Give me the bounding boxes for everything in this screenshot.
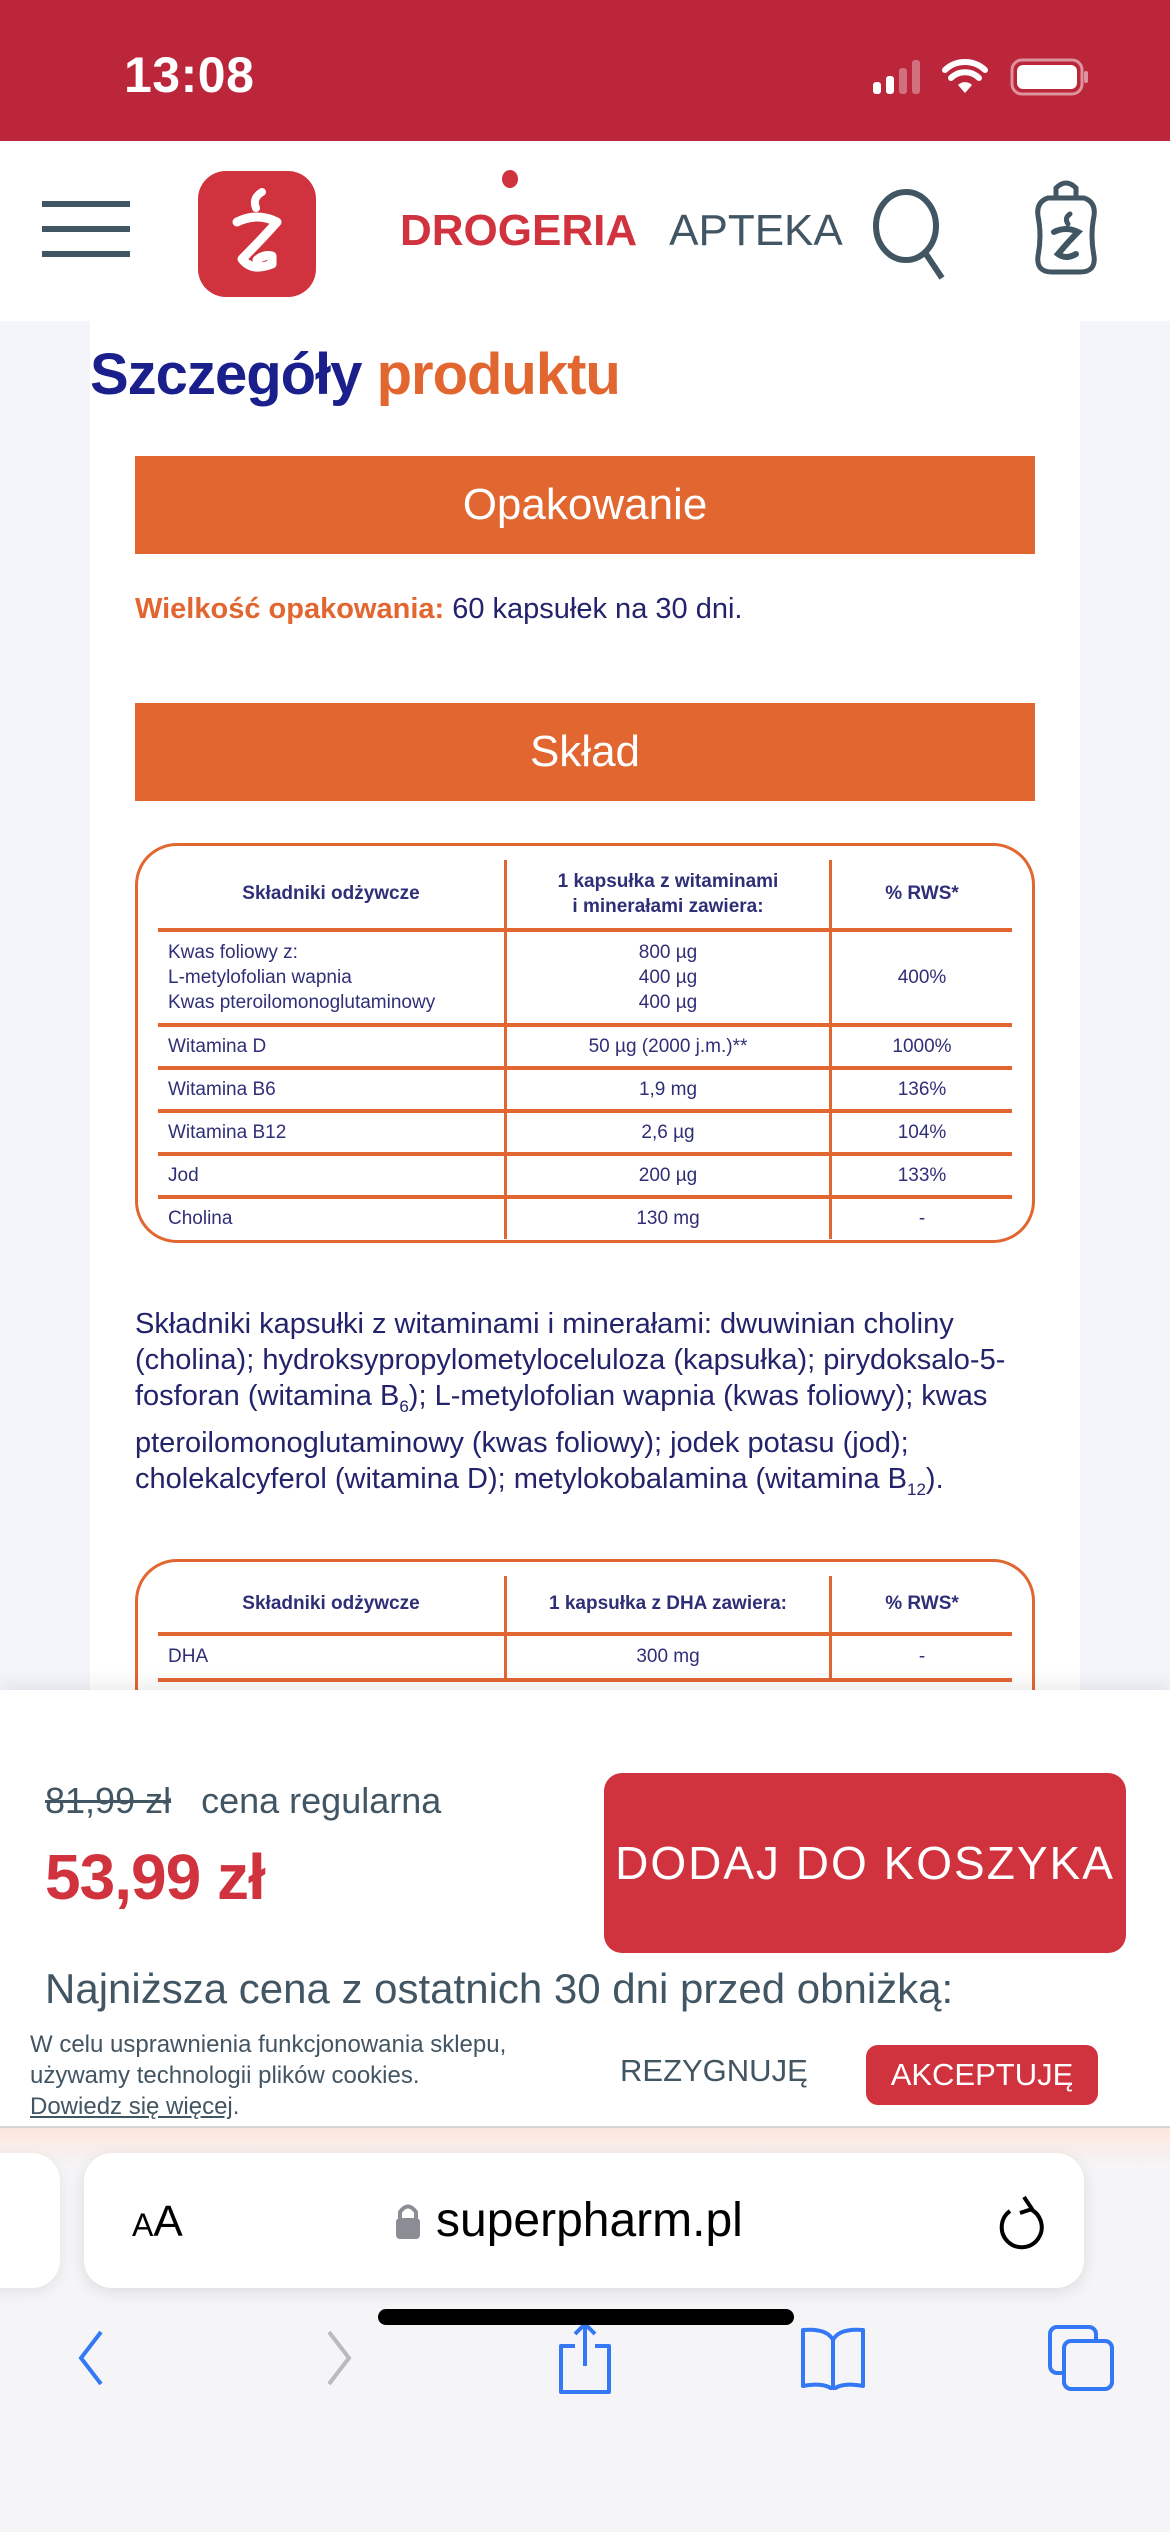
superpharm-logo[interactable] (198, 171, 316, 297)
nutrient-rws: 1000% (892, 1035, 952, 1057)
wifi-icon (942, 59, 988, 95)
current-price: 53,99 zł (45, 1841, 265, 1913)
shopping-bag-icon[interactable] (1030, 176, 1102, 276)
header-cell: Składniki odżywcze (158, 1576, 507, 1632)
header-cell: % RWS* (885, 883, 959, 904)
status-time: 13:08 (124, 47, 255, 103)
composition-section-header: Skład (135, 703, 1035, 801)
nav-tabs (400, 206, 843, 256)
nutrient-rws: 133% (897, 1164, 947, 1186)
lock-icon (394, 2201, 422, 2241)
table-row (158, 1113, 1012, 1156)
table-row (158, 1636, 1012, 1682)
url-display[interactable] (394, 2193, 743, 2248)
nutrient-name: Witamina B12 (158, 1113, 507, 1152)
cellular-signal-icon (873, 60, 920, 94)
tab-apteka[interactable]: APTEKA (669, 206, 843, 255)
home-indicator[interactable] (378, 2309, 794, 2325)
tab-drogeria[interactable]: DROGERIA (400, 206, 637, 256)
add-to-cart-button[interactable]: DODAJ DO KOSZYKA (604, 1773, 1126, 1953)
lowest-price-note: Najniższa cena z ostatnich 30 dni przed obniżką: (45, 1965, 954, 2012)
reject-cookies-button[interactable]: REZYGNUJĘ (620, 2053, 808, 2088)
bookmarks-button[interactable] (795, 2318, 871, 2398)
nutrition-table-vitamins (135, 843, 1035, 1243)
hamburger-menu-icon[interactable] (42, 201, 130, 257)
nutrient-rws: 104% (897, 1121, 947, 1143)
forward-button[interactable] (310, 2318, 370, 2398)
battery-icon (1010, 58, 1090, 96)
table-row (158, 1199, 1012, 1239)
logo-s-glyph-icon (222, 184, 292, 284)
nutrient-amount: 300 mg (507, 1636, 832, 1678)
nutrient-amount: 2,6 µg (507, 1113, 832, 1152)
nutrient-name: DHA (158, 1636, 507, 1678)
share-icon (555, 2320, 615, 2396)
purchase-panel (0, 1690, 1170, 2015)
header-cell: 1 kapsułka z witaminami i minerałami zawiera: (507, 860, 832, 928)
header-cell: % RWS* (885, 1593, 959, 1614)
learn-more-link[interactable]: Dowiedz się więcej (30, 2093, 233, 2120)
pack-size-info (135, 593, 742, 626)
search-icon[interactable] (870, 186, 950, 281)
table-header-row (158, 1576, 1012, 1636)
reload-icon[interactable] (994, 2193, 1050, 2253)
product-details-card (90, 321, 1080, 1691)
nutrient-name: Witamina B6 (158, 1070, 507, 1109)
browser-chrome (0, 2128, 1170, 2532)
nutrient-rws: - (918, 1646, 926, 1667)
table-header-row (158, 860, 1012, 932)
regular-price-label: cena regularna (201, 1780, 442, 1821)
tabs-overview-icon (1046, 2323, 1116, 2393)
share-button[interactable] (550, 2318, 620, 2398)
nutrient-amount: 800 µg 400 µg 400 µg (507, 932, 832, 1023)
bookmarks-book-icon (797, 2326, 869, 2390)
old-price: 81,99 zł (45, 1780, 172, 1821)
chevron-left-icon (75, 2328, 105, 2388)
active-tab-dot (502, 170, 518, 188)
status-bar (0, 0, 1170, 141)
nutrient-name: Kwas foliowy z: L-metylofolian wapnia Kwas pteroilomonoglutaminowy (158, 932, 507, 1023)
address-bar[interactable] (84, 2153, 1084, 2288)
cookie-consent-bar (0, 2015, 1170, 2128)
packaging-section-header: Opakowanie (135, 456, 1035, 554)
reader-aa-button[interactable]: AA (132, 2197, 183, 2246)
table-row (158, 1156, 1012, 1199)
site-header (0, 141, 1170, 321)
table-row (158, 932, 1012, 1027)
nutrient-rws: 136% (897, 1078, 947, 1100)
section-title: Szczegóły produktu (90, 342, 620, 407)
nutrient-name: Witamina D (158, 1027, 507, 1066)
pack-size-value: 60 kapsułek na 30 dni. (452, 593, 743, 625)
tabs-button[interactable] (1045, 2318, 1117, 2398)
table-row (158, 1027, 1012, 1070)
back-button[interactable] (60, 2318, 120, 2398)
accept-cookies-button[interactable]: AKCEPTUJĘ (866, 2045, 1098, 2105)
ingredients-text: Składniki kapsułki z witaminami i minerałami: dwuwinian choliny (cholina); hydroksypropylometyloceluloza (kapsułka); pirydoksalo-5-fosforan (witamina $B_6$); L-metylofolian wapnia (kwas foliowy); kwas pteroilomonoglutaminowy (kwas foliowy); jodek potasu (jod); cholekalcyferol (witamina D); metylokobalamina (witamina $B_{12}$). (135, 1308, 1006, 1499)
status-icons (873, 58, 1090, 96)
regular-price-row (45, 1780, 441, 1822)
cookie-message: W celu usprawnienia funkcjonowania sklepu, używamy technologii plików cookies. Dowiedz się więcej. (30, 2031, 507, 2120)
product-details-area (0, 321, 1170, 1691)
nutrient-amount: 130 mg (507, 1199, 832, 1239)
table-row (158, 1070, 1012, 1113)
nutrient-amount: 200 µg (507, 1156, 832, 1195)
nutrient-name: Jod (158, 1156, 507, 1195)
pack-size-label: Wielkość opakowania: (135, 593, 445, 625)
nutrition-table-dha (135, 1559, 1035, 1691)
header-cell: 1 kapsułka z DHA zawiera: (507, 1576, 832, 1632)
browser-toolbar (0, 2318, 1170, 2398)
header-cell: Składniki odżywcze (158, 860, 507, 928)
nutrient-rws: 400% (897, 966, 947, 988)
previous-tab-card[interactable] (0, 2153, 60, 2288)
chevron-right-icon (325, 2328, 355, 2388)
nutrient-rws: - (918, 1208, 926, 1229)
url-text: superpharm.pl (436, 2194, 743, 2247)
nutrient-amount: 50 µg (2000 j.m.)** (507, 1027, 832, 1066)
nutrient-name: Cholina (158, 1199, 507, 1239)
nutrient-amount: 1,9 mg (507, 1070, 832, 1109)
